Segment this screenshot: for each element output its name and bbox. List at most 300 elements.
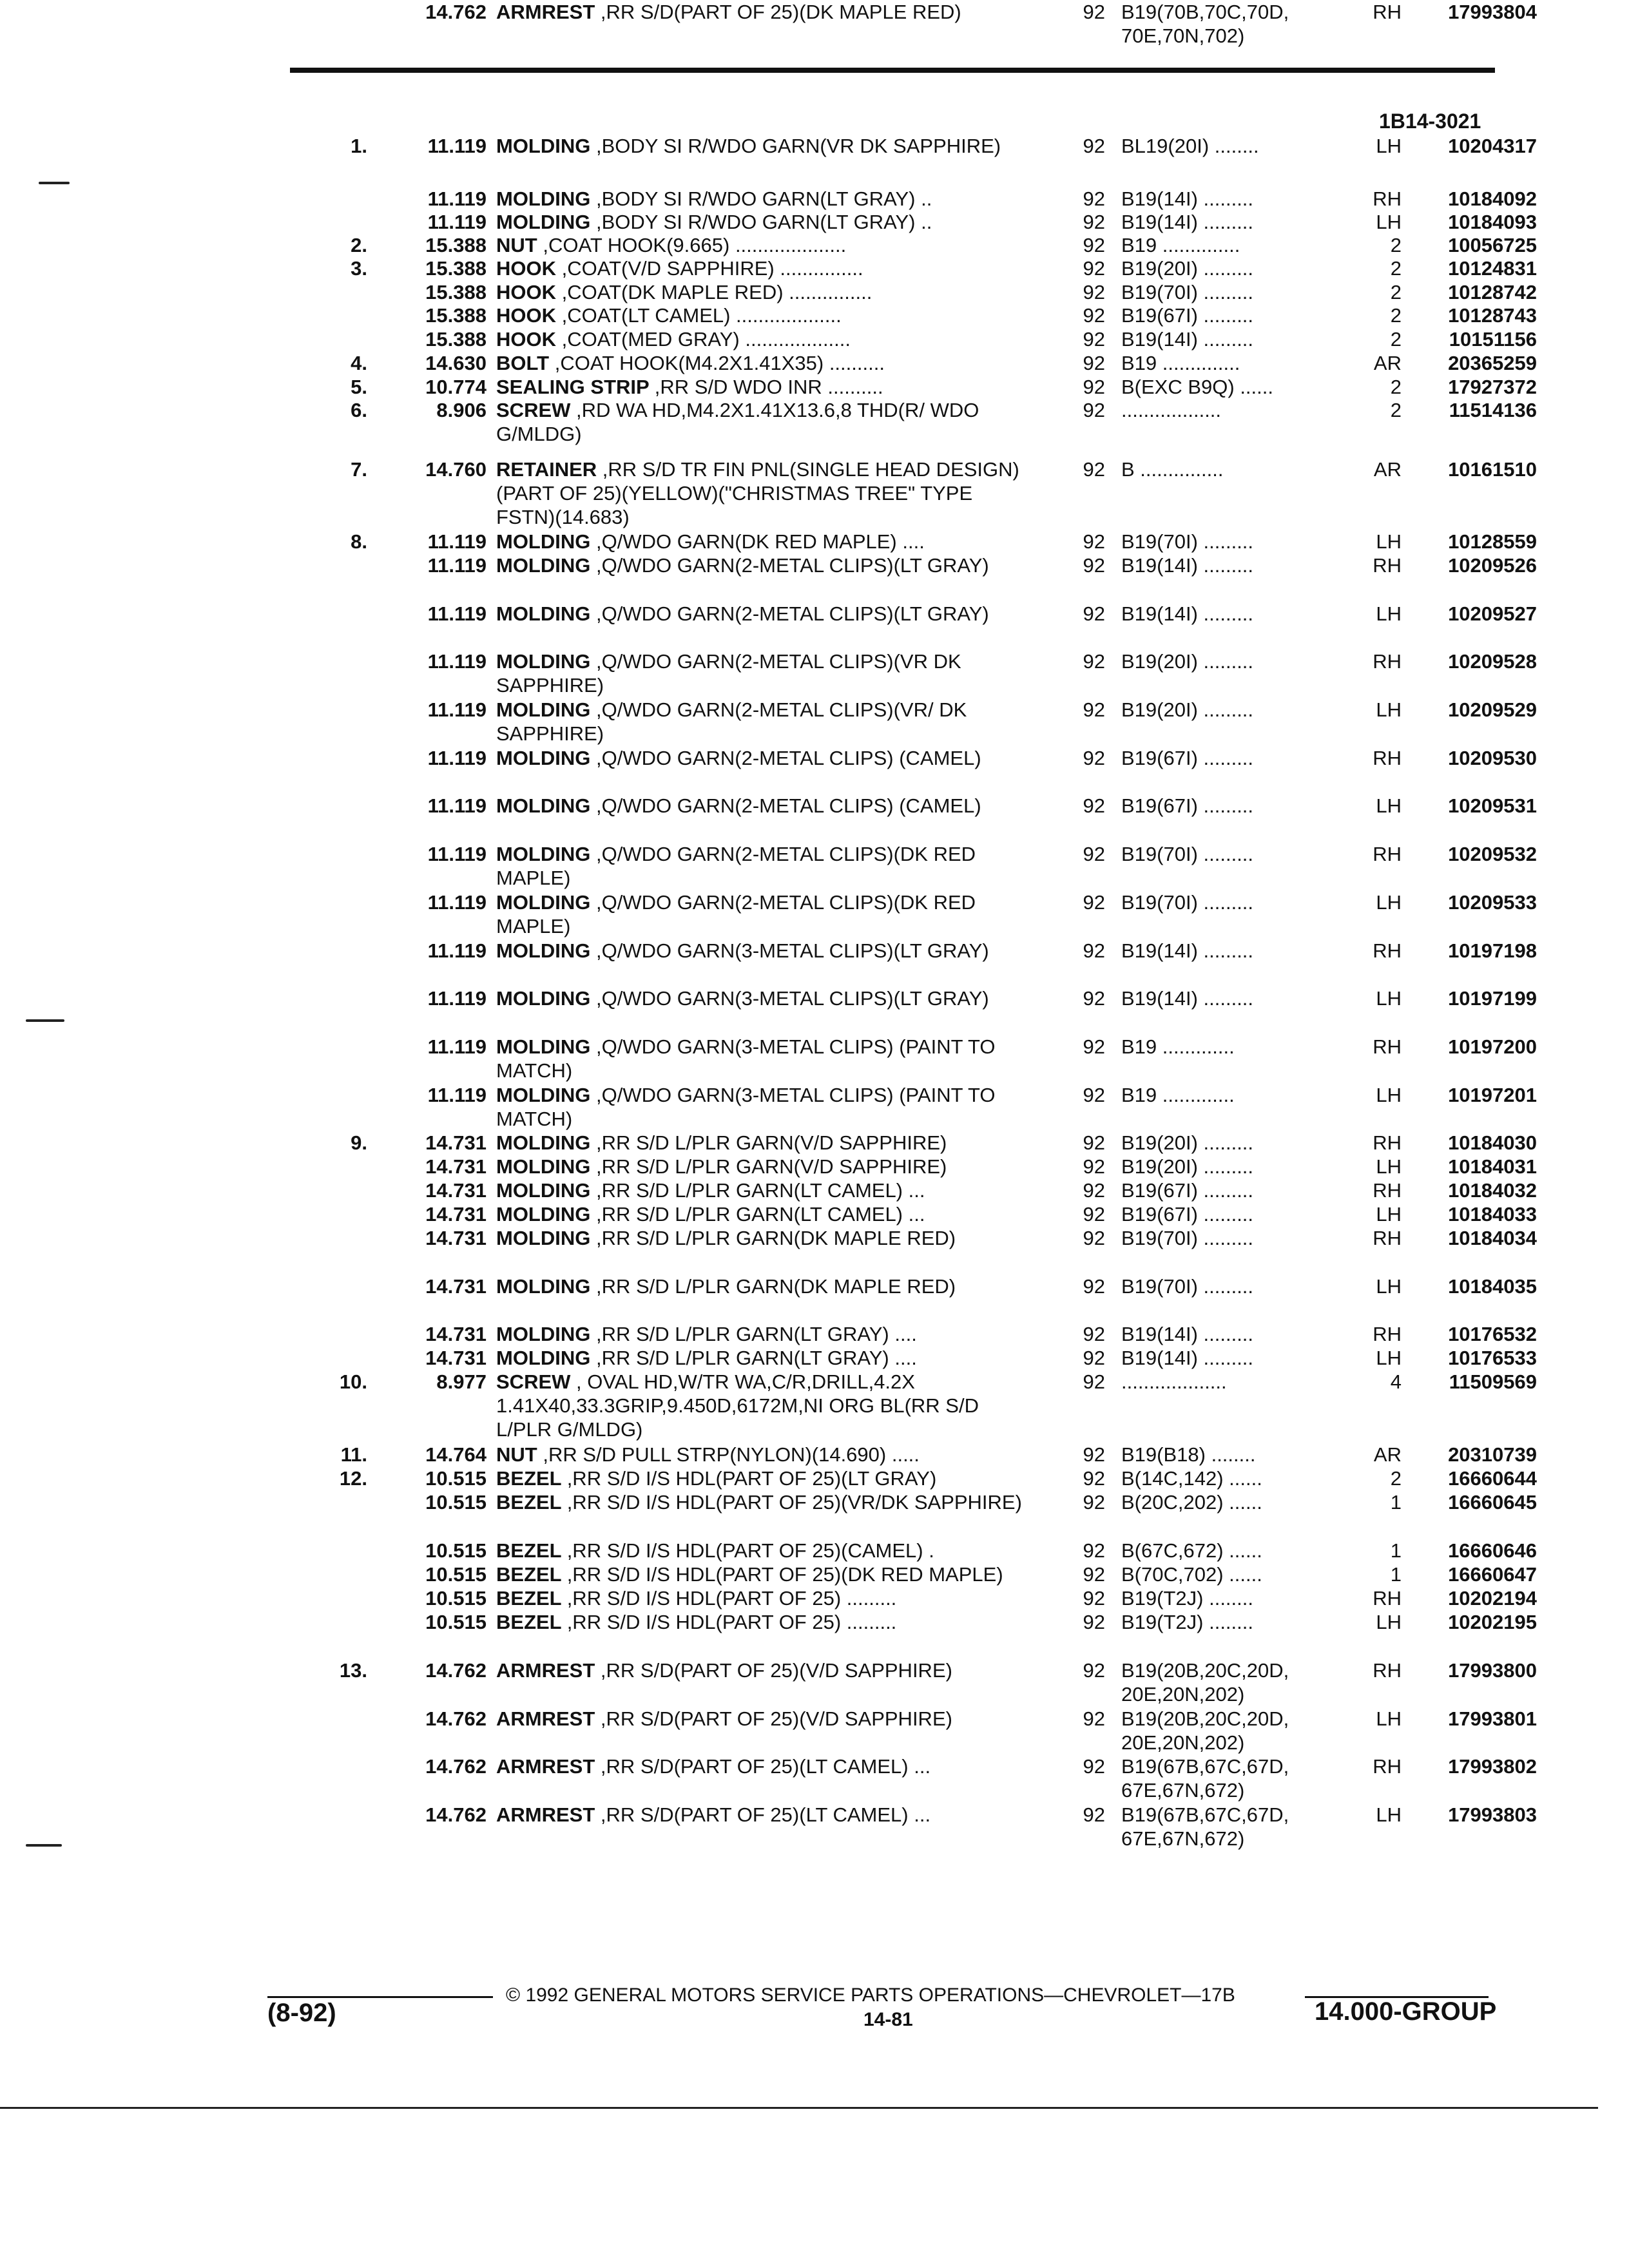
part-index: 13.	[339, 1659, 367, 1682]
part-detail: ,RR S/D(PART OF 25)(LT CAMEL) ...	[600, 1755, 931, 1778]
part-group-number: 14.731	[425, 1131, 487, 1154]
part-group-number: 8.977	[436, 1370, 487, 1393]
part-year: 92	[1083, 458, 1105, 481]
part-description	[496, 1346, 1031, 1370]
part-number: 10128559	[1448, 530, 1537, 553]
part-model: B19(14I) .........	[1121, 1347, 1254, 1369]
part-group-number: 11.119	[427, 987, 487, 1010]
part-year: 92	[1083, 304, 1105, 327]
part-group-number: 14.731	[425, 1155, 487, 1178]
part-number: 10184034	[1448, 1227, 1537, 1249]
part-number: 11514136	[1449, 399, 1537, 421]
part-detail: ,RR S/D PULL STRP(NYLON)(14.690) .....	[543, 1443, 920, 1466]
part-name: ARMREST	[496, 1707, 595, 1730]
part-model: B19(67I) .........	[1121, 1203, 1254, 1225]
part-model: B19(T2J) ........	[1121, 1587, 1253, 1610]
part-qty: RH	[1373, 1035, 1402, 1058]
part-name: MOLDING	[496, 1131, 591, 1154]
part-model: B19(14I) .........	[1121, 211, 1254, 233]
part-name: BEZEL	[496, 1491, 562, 1514]
part-name: BOLT	[496, 352, 550, 374]
footer-page-number: 14-81	[863, 2009, 913, 2030]
part-name: HOOK	[496, 304, 556, 327]
part-year: 92	[1083, 1084, 1105, 1106]
part-description	[496, 553, 1031, 577]
part-number: 10151156	[1449, 328, 1537, 351]
part-number: 10197198	[1448, 939, 1537, 962]
part-qty: 1	[1390, 1491, 1402, 1514]
part-year: 92	[1083, 352, 1105, 374]
part-description	[496, 1035, 1031, 1082]
part-qty: RH	[1373, 939, 1402, 962]
part-year: 92	[1083, 1131, 1105, 1154]
part-index: 9.	[351, 1131, 367, 1154]
part-name: MOLDING	[496, 1155, 591, 1178]
part-model: B19(14I) .........	[1121, 939, 1254, 962]
part-description	[496, 1586, 1031, 1610]
part-qty: LH	[1376, 135, 1402, 157]
part-number: 20310739	[1448, 1443, 1537, 1466]
part-year: 92	[1083, 530, 1105, 553]
part-qty: LH	[1376, 1155, 1402, 1178]
part-model: B19(14I) .........	[1121, 187, 1254, 210]
part-qty: 1	[1390, 1563, 1402, 1586]
part-model: B19(14I) .........	[1121, 1323, 1254, 1345]
part-model: B19(14I) .........	[1121, 554, 1254, 577]
part-model: ..................	[1121, 399, 1222, 421]
part-detail: ,Q/WDO GARN(2-METAL CLIPS) (CAMEL)	[596, 747, 981, 769]
part-name: RETAINER	[496, 458, 597, 481]
part-qty: RH	[1373, 1587, 1402, 1610]
part-name: BEZEL	[496, 1539, 562, 1562]
part-index: 10.	[339, 1370, 367, 1393]
part-name: MOLDING	[496, 1347, 591, 1369]
part-name: SCREW	[496, 1370, 571, 1393]
part-number: 16660645	[1448, 1491, 1537, 1514]
part-number: 10128743	[1448, 304, 1537, 327]
part-group-number: 10.515	[425, 1467, 487, 1490]
part-year: 92	[1083, 1370, 1105, 1393]
part-description	[496, 351, 1031, 375]
part-year: 92	[1083, 328, 1105, 351]
part-group-number: 8.906	[436, 399, 487, 421]
part-year: 92	[1083, 650, 1105, 673]
part-qty: 2	[1390, 281, 1402, 303]
part-model: B19(20B,20C,20D, 20E,20N,202)	[1121, 1659, 1289, 1706]
part-year: 92	[1083, 234, 1105, 256]
part-group-number: 11.119	[427, 843, 487, 865]
part-group-number: 11.119	[427, 698, 487, 721]
part-year: 92	[1083, 135, 1105, 157]
part-index: 7.	[351, 458, 367, 481]
part-model: B19(67I) .........	[1121, 794, 1254, 817]
part-model: B19(67B,67C,67D, 67E,67N,672)	[1121, 1803, 1289, 1850]
part-number: 10184092	[1448, 187, 1537, 210]
part-qty: LH	[1376, 794, 1402, 817]
part-group-number: 11.119	[427, 939, 487, 962]
part-number: 10204317	[1448, 135, 1537, 157]
part-qty: 2	[1390, 234, 1402, 256]
part-number: 10184030	[1448, 1131, 1537, 1154]
part-name: ARMREST	[496, 1755, 595, 1778]
part-model: B19(T2J) ........	[1121, 1611, 1253, 1633]
part-year: 92	[1083, 1275, 1105, 1298]
part-qty: 4	[1390, 1370, 1402, 1393]
part-index: 5.	[351, 376, 367, 398]
part-qty: LH	[1376, 1203, 1402, 1225]
part-description	[496, 327, 1031, 351]
part-qty: 2	[1390, 257, 1402, 280]
part-number: 10209533	[1448, 891, 1537, 914]
part-model: BL19(20I) ........	[1121, 135, 1259, 157]
part-detail: ,Q/WDO GARN(3-METAL CLIPS)(LT GRAY)	[596, 939, 989, 962]
part-qty: AR	[1373, 1443, 1402, 1466]
part-qty: AR	[1373, 458, 1402, 481]
part-name: MOLDING	[496, 1203, 591, 1225]
part-qty: LH	[1376, 1347, 1402, 1369]
part-group-number: 11.119	[427, 1035, 487, 1058]
part-detail: ,Q/WDO GARN(2-METAL CLIPS)(LT GRAY)	[596, 602, 989, 625]
part-number: 10184031	[1448, 1155, 1537, 1178]
part-detail: ,Q/WDO GARN(3-METAL CLIPS)(LT GRAY)	[596, 987, 989, 1010]
part-year: 92	[1083, 376, 1105, 398]
part-model: B ...............	[1121, 458, 1224, 481]
part-detail: ,RR S/D(PART OF 25)(V/D SAPPHIRE)	[600, 1707, 952, 1730]
part-name: BEZEL	[496, 1611, 562, 1633]
part-number: 10209531	[1448, 794, 1537, 817]
part-qty: 2	[1390, 328, 1402, 351]
part-qty: RH	[1373, 187, 1402, 210]
part-description	[496, 398, 1031, 446]
bottom-rule	[0, 2107, 1598, 2109]
part-number: 10184033	[1448, 1203, 1537, 1225]
part-year: 92	[1083, 602, 1105, 625]
part-description	[496, 890, 1031, 938]
part-description	[496, 1370, 1031, 1441]
part-description	[496, 602, 1031, 626]
part-description	[496, 1443, 1031, 1466]
part-name: ARMREST	[496, 1803, 595, 1826]
part-year: 92	[1083, 1563, 1105, 1586]
part-year: 92	[1083, 1, 1105, 23]
part-name: MOLDING	[496, 1179, 591, 1202]
part-number: 10197200	[1448, 1035, 1537, 1058]
part-number: 17993804	[1448, 1, 1537, 23]
part-description	[496, 794, 1031, 818]
page-id: 1B14-3021	[1379, 110, 1481, 133]
part-model: B19(20B,20C,20D, 20E,20N,202)	[1121, 1707, 1289, 1754]
part-qty: LH	[1376, 1275, 1402, 1298]
part-description	[496, 1610, 1031, 1634]
part-detail: ,Q/WDO GARN(3-METAL CLIPS) (PAINT TO MATCH)	[496, 1084, 996, 1130]
part-detail: ,RR S/D WDO INR ..........	[654, 376, 883, 398]
part-number: 10209527	[1448, 602, 1537, 625]
part-name: HOOK	[496, 328, 556, 351]
part-qty: LH	[1376, 530, 1402, 553]
part-description	[496, 1490, 1031, 1514]
part-qty: LH	[1376, 602, 1402, 625]
part-detail: , OVAL HD,W/TR WA,C/R,DRILL,4.2X 1.41X40,33.3GRIP,9.450D,6172M,NI ORG BL(RR S/D L/PLR G/MLDG)	[496, 1370, 979, 1441]
part-detail: ,Q/WDO GARN(2-METAL CLIPS)(LT GRAY)	[596, 554, 989, 577]
part-group-number: 11.119	[427, 554, 487, 577]
part-model: B19(67I) .........	[1121, 1179, 1254, 1202]
part-description	[496, 187, 1031, 211]
part-group-number: 14.731	[425, 1323, 487, 1345]
part-model: B19(20I) .........	[1121, 1131, 1254, 1154]
part-group-number: 14.762	[425, 1803, 487, 1826]
part-name: ARMREST	[496, 1, 595, 23]
part-description	[496, 1803, 1031, 1827]
part-detail: ,RR S/D I/S HDL(PART OF 25)(VR/DK SAPPHIRE)	[566, 1491, 1022, 1514]
part-qty: 1	[1390, 1539, 1402, 1562]
part-number: 10197201	[1448, 1084, 1537, 1106]
part-number: 20365259	[1448, 352, 1537, 374]
part-year: 92	[1083, 399, 1105, 421]
part-detail: ,Q/WDO GARN(2-METAL CLIPS)(DK RED MAPLE)	[496, 843, 976, 889]
part-name: MOLDING	[496, 939, 591, 962]
part-year: 92	[1083, 1659, 1105, 1682]
part-model: B19(14I) .........	[1121, 328, 1254, 351]
part-number: 11509569	[1449, 1370, 1537, 1393]
part-name: MOLDING	[496, 1323, 591, 1345]
part-name: MOLDING	[496, 554, 591, 577]
part-group-number: 10.774	[425, 376, 487, 398]
part-number: 10209526	[1448, 554, 1537, 577]
part-name: MOLDING	[496, 650, 591, 673]
part-description	[496, 0, 1031, 24]
part-description	[496, 375, 1031, 399]
part-detail: ,BODY SI R/WDO GARN(LT GRAY) ..	[596, 211, 932, 233]
part-description	[496, 1658, 1031, 1682]
part-detail: ,RR S/D L/PLR GARN(DK MAPLE RED)	[596, 1227, 956, 1249]
part-detail: ,RR S/D(PART OF 25)(DK MAPLE RED)	[600, 1, 961, 23]
part-group-number: 11.119	[427, 530, 487, 553]
part-qty: LH	[1376, 1084, 1402, 1106]
part-description	[496, 134, 1031, 158]
part-group-number: 15.388	[425, 328, 487, 351]
part-year: 92	[1083, 1347, 1105, 1369]
part-number: 10197199	[1448, 987, 1537, 1010]
part-model: B19(14I) .........	[1121, 602, 1254, 625]
part-description	[496, 1562, 1031, 1586]
part-group-number: 11.119	[427, 602, 487, 625]
part-name: NUT	[496, 1443, 537, 1466]
part-year: 92	[1083, 987, 1105, 1010]
part-detail: ,COAT HOOK(9.665) ....................	[543, 234, 847, 256]
part-model: B(20C,202) ......	[1121, 1491, 1262, 1514]
part-group-number: 14.731	[425, 1347, 487, 1369]
part-model: B19(70B,70C,70D, 70E,70N,702)	[1121, 1, 1289, 47]
part-group-number: 10.515	[425, 1611, 487, 1633]
part-year: 92	[1083, 554, 1105, 577]
footer-date: (8-92)	[267, 1999, 336, 2027]
footer-copyright: © 1992 GENERAL MOTORS SERVICE PARTS OPERATIONS—CHEVROLET—17B	[506, 1984, 1235, 2006]
part-description	[496, 1539, 1031, 1562]
part-qty: RH	[1373, 843, 1402, 865]
part-index: 2.	[351, 234, 367, 256]
part-qty: RH	[1373, 747, 1402, 769]
part-group-number: 14.731	[425, 1179, 487, 1202]
part-model: B19(70I) .........	[1121, 843, 1254, 865]
part-year: 92	[1083, 698, 1105, 721]
part-model: B19(67I) .........	[1121, 747, 1254, 769]
part-name: MOLDING	[496, 211, 591, 233]
part-detail: ,Q/WDO GARN(2-METAL CLIPS)(VR/ DK SAPPHIRE)	[496, 698, 967, 745]
part-group-number: 14.630	[425, 352, 487, 374]
part-group-number: 10.515	[425, 1491, 487, 1514]
part-detail: ,BODY SI R/WDO GARN(LT GRAY) ..	[596, 187, 932, 210]
part-qty: 2	[1390, 1467, 1402, 1490]
part-description	[496, 1178, 1031, 1202]
part-detail: ,COAT(DK MAPLE RED) ...............	[561, 281, 872, 303]
part-year: 92	[1083, 1803, 1105, 1826]
part-description	[496, 233, 1031, 257]
part-detail: ,COAT(MED GRAY) ...................	[561, 328, 851, 351]
part-index: 8.	[351, 530, 367, 553]
part-name: MOLDING	[496, 135, 591, 157]
part-model: B19 .............	[1121, 1035, 1235, 1058]
part-group-number: 10.515	[425, 1563, 487, 1586]
part-name: HOOK	[496, 257, 556, 280]
part-number: 10176533	[1448, 1347, 1537, 1369]
part-detail: ,Q/WDO GARN(DK RED MAPLE) ....	[596, 530, 925, 553]
part-detail: ,COAT(LT CAMEL) ...................	[561, 304, 842, 327]
part-number: 10209528	[1448, 650, 1537, 673]
part-qty: RH	[1373, 650, 1402, 673]
part-model: B19(70I) .........	[1121, 281, 1254, 303]
part-model: B19(20I) .........	[1121, 650, 1254, 673]
part-model: B19 ..............	[1121, 234, 1240, 256]
part-name: MOLDING	[496, 1035, 591, 1058]
part-description	[496, 939, 1031, 963]
part-qty: RH	[1373, 1755, 1402, 1778]
part-description	[496, 842, 1031, 890]
part-group-number: 11.119	[427, 747, 487, 769]
part-number: 10209530	[1448, 747, 1537, 769]
part-index: 6.	[351, 399, 367, 421]
part-model: B19 ..............	[1121, 352, 1240, 374]
part-group-number: 14.762	[425, 1659, 487, 1682]
part-model: B19(70I) .........	[1121, 530, 1254, 553]
part-description	[496, 1083, 1031, 1131]
part-number: 17927372	[1448, 376, 1537, 398]
part-group-number: 10.515	[425, 1539, 487, 1562]
part-year: 92	[1083, 1539, 1105, 1562]
part-year: 92	[1083, 1491, 1105, 1514]
part-year: 92	[1083, 187, 1105, 210]
part-number: 16660646	[1448, 1539, 1537, 1562]
part-detail: ,RR S/D I/S HDL(PART OF 25) .........	[566, 1587, 897, 1610]
part-group-number: 15.388	[425, 304, 487, 327]
part-year: 92	[1083, 1203, 1105, 1225]
part-group-number: 10.515	[425, 1587, 487, 1610]
part-model: B19(B18) ........	[1121, 1443, 1256, 1466]
part-qty: LH	[1376, 987, 1402, 1010]
part-group-number: 11.119	[427, 794, 487, 817]
part-group-number: 15.388	[425, 234, 487, 256]
part-qty: 2	[1390, 376, 1402, 398]
part-description	[496, 1466, 1031, 1490]
part-qty: RH	[1373, 1131, 1402, 1154]
part-model: B19(67B,67C,67D, 67E,67N,672)	[1121, 1755, 1289, 1802]
part-number: 10184032	[1448, 1179, 1537, 1202]
part-description	[496, 746, 1031, 770]
part-group-number: 14.762	[425, 1, 487, 23]
part-name: SCREW	[496, 399, 571, 421]
part-description	[496, 1155, 1031, 1178]
part-description	[496, 1707, 1031, 1731]
part-description	[496, 1131, 1031, 1155]
part-name: MOLDING	[496, 1275, 591, 1298]
part-year: 92	[1083, 1707, 1105, 1730]
part-year: 92	[1083, 891, 1105, 914]
part-name: ARMREST	[496, 1659, 595, 1682]
part-qty: 2	[1390, 399, 1402, 421]
part-model: B19(67I) .........	[1121, 304, 1254, 327]
part-year: 92	[1083, 747, 1105, 769]
part-detail: ,BODY SI R/WDO GARN(VR DK SAPPHIRE)	[596, 135, 1001, 157]
part-qty: 2	[1390, 304, 1402, 327]
part-qty: RH	[1373, 1179, 1402, 1202]
part-detail: ,RR S/D(PART OF 25)(V/D SAPPHIRE)	[600, 1659, 952, 1682]
part-model: B(EXC B9Q) ......	[1121, 376, 1273, 398]
part-name: MOLDING	[496, 794, 591, 817]
part-number: 10184093	[1448, 211, 1537, 233]
part-detail: ,RR S/D L/PLR GARN(V/D SAPPHIRE)	[596, 1131, 947, 1154]
part-description	[496, 1274, 1031, 1298]
part-detail: ,RD WA HD,M4.2X1.41X13.6,8 THD(R/ WDO G/MLDG)	[496, 399, 979, 445]
part-year: 92	[1083, 1155, 1105, 1178]
part-number: 17993802	[1448, 1755, 1537, 1778]
part-name: BEZEL	[496, 1467, 562, 1490]
part-group-number: 11.119	[427, 1084, 487, 1106]
part-index: 3.	[351, 257, 367, 280]
part-name: MOLDING	[496, 1084, 591, 1106]
part-description	[496, 303, 1031, 327]
part-year: 92	[1083, 1587, 1105, 1610]
part-number: 10209532	[1448, 843, 1537, 865]
part-year: 92	[1083, 1467, 1105, 1490]
part-number: 10128742	[1448, 281, 1537, 303]
part-index: 1.	[351, 135, 367, 157]
part-year: 92	[1083, 1611, 1105, 1633]
part-detail: ,RR S/D(PART OF 25)(LT CAMEL) ...	[600, 1803, 931, 1826]
part-detail: ,RR S/D I/S HDL(PART OF 25)(CAMEL) .	[566, 1539, 934, 1562]
part-year: 92	[1083, 281, 1105, 303]
part-description	[496, 986, 1031, 1010]
part-name: MOLDING	[496, 747, 591, 769]
part-number: 10056725	[1448, 234, 1537, 256]
part-name: MOLDING	[496, 843, 591, 865]
part-year: 92	[1083, 1755, 1105, 1778]
part-model: B19(70I) .........	[1121, 1275, 1254, 1298]
part-group-number: 11.119	[427, 891, 487, 914]
part-detail: ,RR S/D I/S HDL(PART OF 25)(LT GRAY)	[566, 1467, 937, 1490]
part-number: 10209529	[1448, 698, 1537, 721]
footer-group: 14.000-GROUP	[1315, 1997, 1497, 2026]
part-group-number: 11.119	[427, 211, 487, 233]
part-model: B(70C,702) ......	[1121, 1563, 1262, 1586]
part-detail: ,RR S/D L/PLR GARN(V/D SAPPHIRE)	[596, 1155, 947, 1178]
part-name: MOLDING	[496, 987, 591, 1010]
part-detail: ,RR S/D I/S HDL(PART OF 25) .........	[566, 1611, 897, 1633]
part-name: MOLDING	[496, 187, 591, 210]
part-group-number: 14.762	[425, 1707, 487, 1730]
footer-rule-left	[267, 1996, 493, 1998]
part-model: B19(20I) .........	[1121, 698, 1254, 721]
part-detail: ,RR S/D L/PLR GARN(LT GRAY) ....	[596, 1323, 917, 1345]
part-year: 92	[1083, 1323, 1105, 1345]
